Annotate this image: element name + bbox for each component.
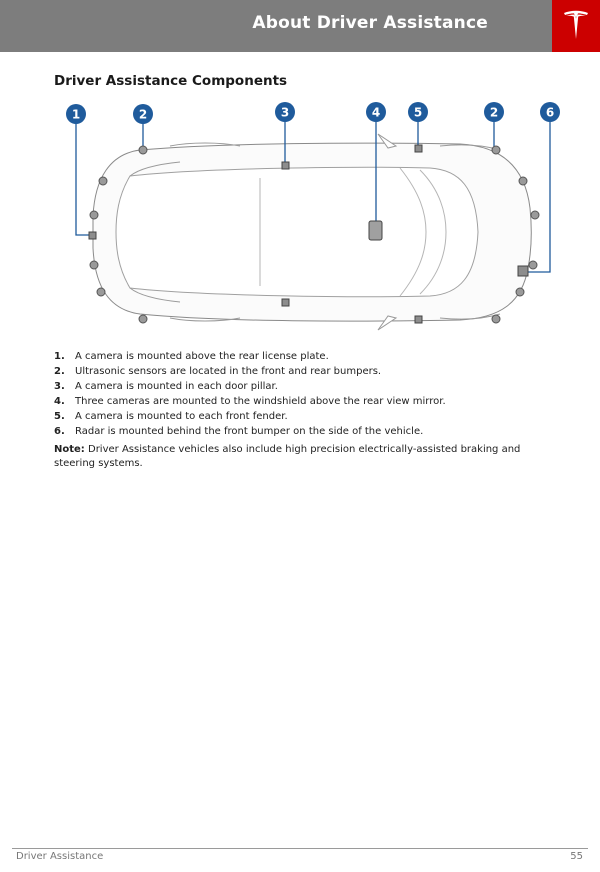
note-text: Driver Assistance vehicles also include high precision electrically-assisted braking and steering systems. — [54, 444, 521, 469]
list-item-text: A camera is mounted to each front fender. — [75, 411, 288, 422]
section-heading: Driver Assistance Components — [54, 73, 288, 89]
page-header-title: About Driver Assistance — [252, 13, 488, 33]
sensor-front-1 — [492, 146, 500, 154]
footer-section-name: Driver Assistance — [16, 851, 104, 862]
list-item-number: 6. — [54, 426, 65, 437]
list-item-number: 4. — [54, 396, 65, 407]
fender-camera-top — [415, 145, 422, 152]
logo-box — [552, 0, 600, 52]
callout-label-6: 6 — [545, 105, 555, 120]
list-item — [54, 424, 554, 439]
list-item — [54, 409, 554, 424]
list-item — [54, 349, 554, 364]
list-item-text: Three cameras are mounted to the windshield above the rear view mirror. — [75, 396, 446, 407]
windshield-cameras — [369, 221, 382, 240]
callout-markers — [66, 102, 560, 124]
sensor-side-1 — [139, 146, 147, 154]
list-item — [54, 394, 554, 409]
sensor-rear-1 — [99, 177, 107, 185]
callout-label-2: 2 — [138, 107, 148, 122]
list-item-text: Ultrasonic sensors are located in the front and rear bumpers. — [75, 366, 382, 377]
footer-divider — [12, 848, 588, 849]
header-bar — [0, 0, 552, 52]
sensor-front-5 — [516, 288, 524, 296]
rear-camera — [89, 232, 96, 239]
callout-label-5: 5 — [413, 105, 423, 120]
car-top-view-diagram — [60, 98, 560, 338]
list-item-text: A camera is mounted above the rear license plate. — [75, 351, 329, 362]
tesla-logo-icon — [563, 9, 589, 41]
sensor-side-2 — [139, 315, 147, 323]
callout-label-1: 1 — [71, 107, 81, 122]
sensor-rear-4 — [97, 288, 105, 296]
page-number: 55 — [570, 851, 583, 862]
note-paragraph — [54, 443, 544, 471]
list-item-number: 3. — [54, 381, 65, 392]
list-item-text: A camera is mounted in each door pillar. — [75, 381, 278, 392]
list-item — [54, 379, 554, 394]
sensor-rear-3 — [90, 261, 98, 269]
list-item-number: 1. — [54, 351, 65, 362]
sensor-front-4 — [529, 261, 537, 269]
callout-label-4: 4 — [371, 105, 381, 120]
list-item-number: 2. — [54, 366, 65, 377]
car-body-outline — [93, 134, 531, 330]
radar — [518, 266, 528, 276]
callout-label-2b: 2 — [489, 105, 499, 120]
note-label: Note: — [54, 444, 85, 455]
sensor-front-2 — [519, 177, 527, 185]
pillar-camera-top — [282, 162, 289, 169]
list-item-number: 5. — [54, 411, 65, 422]
callout-label-3: 3 — [280, 105, 290, 120]
list-item — [54, 364, 554, 379]
sensor-rear-2 — [90, 211, 98, 219]
fender-camera-bottom — [415, 316, 422, 323]
sensor-front-3 — [531, 211, 539, 219]
sensor-front-6 — [492, 315, 500, 323]
components-list — [54, 349, 554, 439]
pillar-camera-bottom — [282, 299, 289, 306]
list-item-text: Radar is mounted behind the front bumper on the side of the vehicle. — [75, 426, 424, 437]
